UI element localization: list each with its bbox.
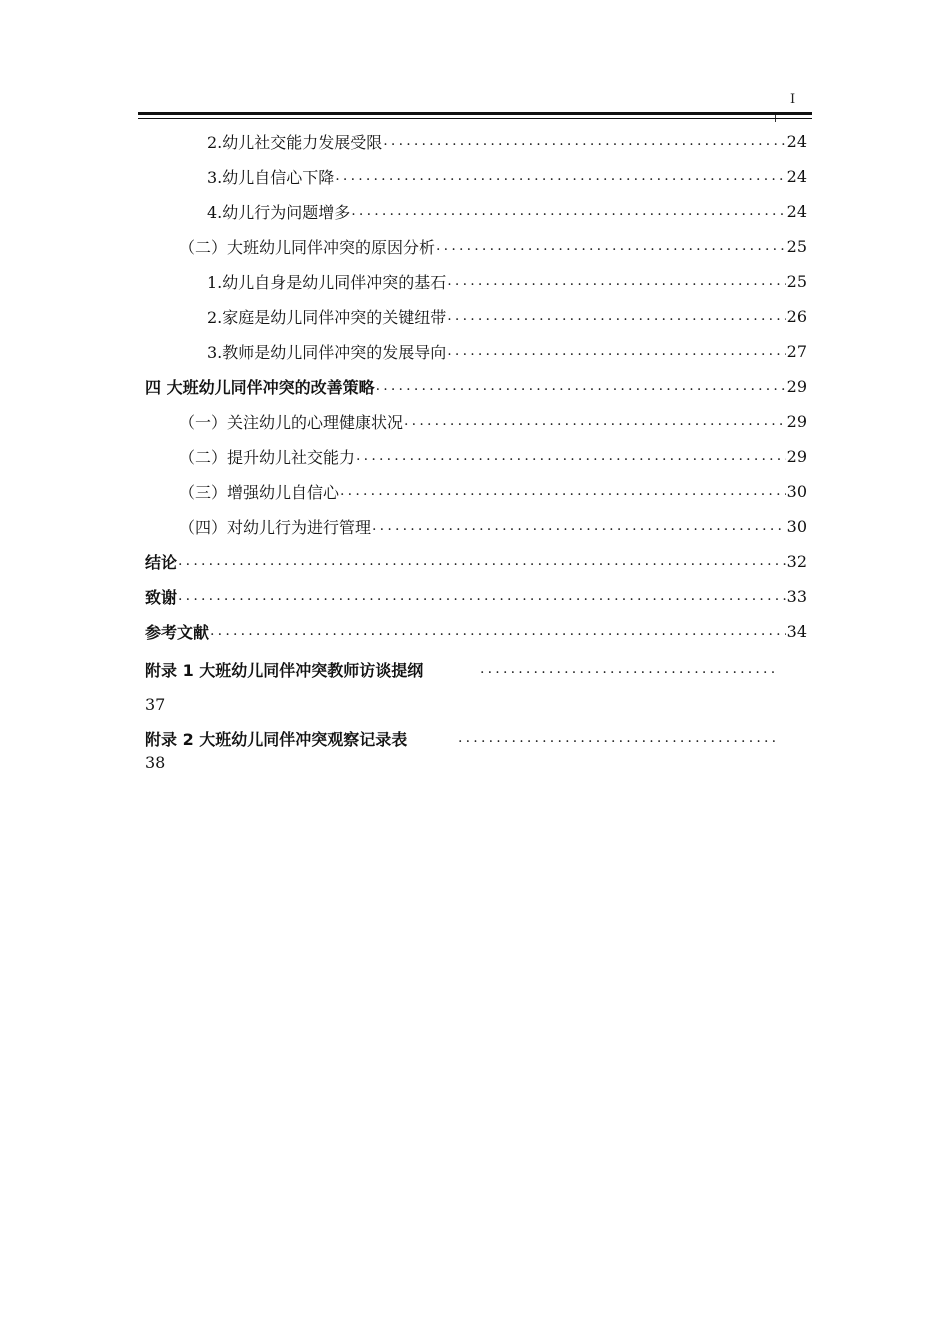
toc-entry-title: 4.幼儿行为问题增多 — [207, 202, 351, 222]
toc-entry[interactable] — [145, 546, 807, 576]
toc-entry-title: 3.幼儿自信心下降 — [207, 167, 335, 187]
toc-entry-title: 2.家庭是幼儿同伴冲突的关键纽带 — [207, 307, 447, 327]
leader-dots — [436, 238, 786, 254]
leader-dots — [372, 518, 786, 534]
toc-entry-title: 附录 1 大班幼儿同伴冲突教师访谈提纲 — [145, 660, 424, 680]
leader-dots — [178, 553, 786, 569]
toc-entry[interactable] — [179, 511, 807, 541]
leader-dots — [335, 168, 785, 184]
toc-entry-title: 2.幼儿社交能力发展受限 — [207, 132, 383, 152]
toc-entry-title: 结论 — [145, 552, 178, 572]
toc-entry-title: （一）关注幼儿的心理健康状况 — [179, 412, 404, 432]
leader-dots — [178, 588, 786, 604]
toc-entry-title: （四）对幼儿行为进行管理 — [179, 517, 372, 537]
toc-entry-page: 27 — [786, 341, 807, 361]
toc-entry-page: 24 — [786, 201, 807, 221]
toc-entry-page: 33 — [786, 586, 807, 606]
toc-entry[interactable] — [179, 406, 807, 436]
toc-entry[interactable] — [145, 616, 807, 646]
toc-entry-title: （二）提升幼儿社交能力 — [179, 447, 356, 467]
toc-entry-page: 34 — [786, 621, 807, 641]
leader-dots — [356, 448, 786, 464]
toc-entry-page: 30 — [786, 481, 807, 501]
leader-dots — [383, 133, 785, 149]
toc-entry-page: 24 — [786, 131, 807, 151]
toc-entry[interactable] — [179, 476, 807, 506]
toc-entry[interactable] — [207, 161, 807, 191]
toc-entry-title: （二）大班幼儿同伴冲突的原因分析 — [179, 237, 436, 257]
toc-entry-page: 29 — [786, 411, 807, 431]
leader-dots — [404, 413, 786, 429]
toc-entry-page: 30 — [786, 516, 807, 536]
toc-entry-page: 37 — [145, 694, 166, 714]
toc-entry-page: 38 — [145, 752, 166, 772]
toc-entry-page: 25 — [786, 271, 807, 291]
leader-dots — [447, 343, 785, 359]
toc-entry-page: 29 — [786, 446, 807, 466]
toc-entry-title: 附录 2 大班幼儿同伴冲突观察记录表 — [145, 729, 408, 749]
header-rule-thick — [138, 112, 812, 115]
toc-entry-title: 致谢 — [145, 587, 178, 607]
leader-dots — [447, 273, 785, 289]
toc-entry[interactable] — [179, 441, 807, 471]
leader-dots — [376, 378, 786, 394]
leader-dots — [340, 483, 786, 499]
toc-entry[interactable] — [207, 336, 807, 366]
leader-dots — [480, 654, 776, 684]
toc-entry-title: 1.幼儿自身是幼儿同伴冲突的基石 — [207, 272, 447, 292]
toc-entry-title: 3.教师是幼儿同伴冲突的发展导向 — [207, 342, 447, 362]
toc-entry-title: 四 大班幼儿同伴冲突的改善策略 — [145, 377, 375, 397]
toc-entry-page: 32 — [786, 551, 807, 571]
toc-entry-page: 25 — [786, 236, 807, 256]
header-page-mark: I — [790, 92, 796, 107]
toc-entry[interactable] — [145, 581, 807, 611]
leader-dots — [458, 723, 776, 753]
toc-entry[interactable] — [179, 231, 807, 261]
leader-dots — [351, 203, 785, 219]
toc-entry-page: 24 — [786, 166, 807, 186]
header-rule-thin — [138, 118, 812, 119]
toc-entry-page: 29 — [786, 376, 807, 396]
leader-dots — [447, 308, 785, 324]
toc-entry[interactable] — [207, 196, 807, 226]
toc-entry[interactable] — [207, 126, 807, 156]
toc-entry[interactable] — [145, 371, 807, 401]
toc-entry-page: 26 — [786, 306, 807, 326]
toc-entry[interactable] — [207, 266, 807, 296]
toc-entry-title: （三）增强幼儿自信心 — [179, 482, 340, 502]
toc-entry-title: 参考文献 — [145, 622, 210, 642]
leader-dots — [210, 623, 786, 639]
toc-entry[interactable] — [207, 301, 807, 331]
